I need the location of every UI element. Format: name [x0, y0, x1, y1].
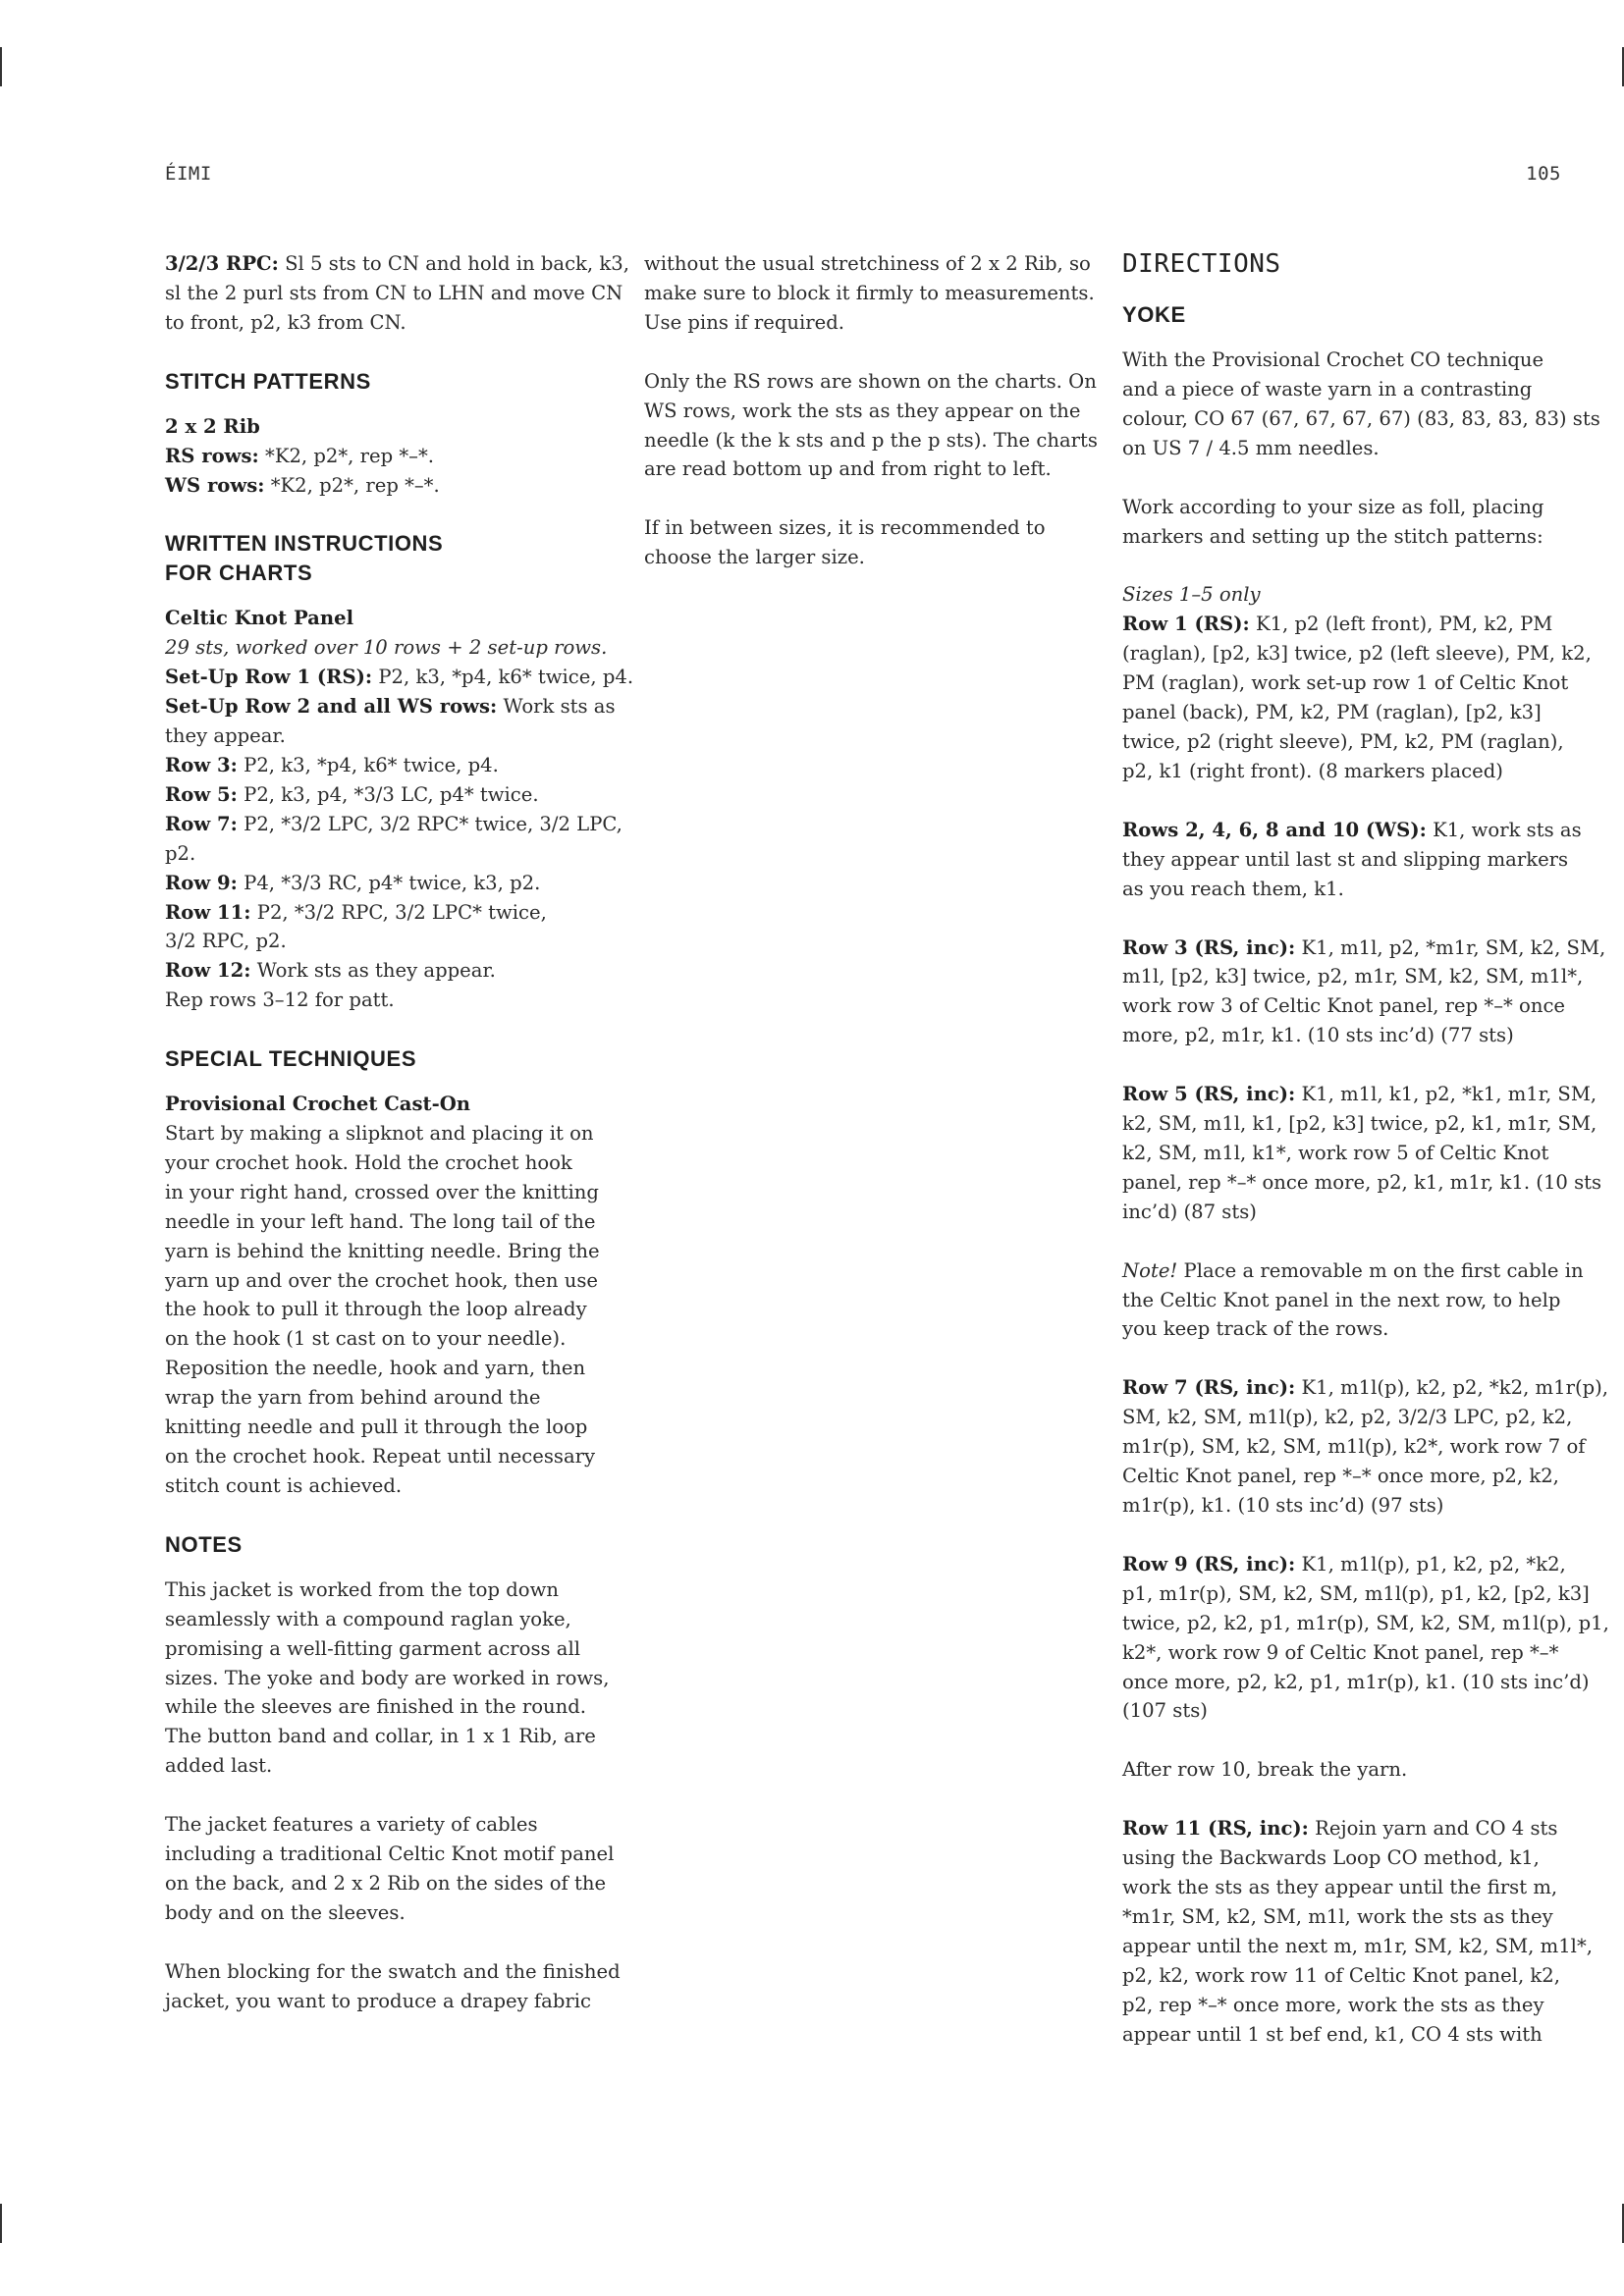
row-11: Row 11 (RS, inc): Rejoin yarn and CO 4 sts using the Backwards Loop CO method, k1, work the sts as they appear until the first m, *m1r, SM, k2, SM, m1l, work the sts as they appear until the next m, m1r, SM, k2, SM, m1l*, p2, k2, work row 11 of Celtic Knot panel, k2, p2, rep *–* once more, work the sts as they appear until 1 st bef end, k1, CO 4 sts with	[1122, 1817, 1593, 2046]
rpc-definition: 3/2/3 RPC: Sl 5 sts to CN and hold in back, k3, sl the 2 purl sts from CN to LHN and move CN to front, p2, k3 from CN.	[165, 252, 629, 334]
notes-paragraph-1: This jacket is worked from the top down seamlessly with a compound raglan yoke, promising a well-fitting garment across all sizes. The yoke and body are worked in rows, while the sleeves are finished in the round. The button band and collar, in 1 x 1 Rib, are added last.	[165, 1577, 610, 1778]
crop-mark-bottom-left	[0, 2204, 2, 2243]
special-techniques-heading: SPECIAL TECHNIQUES	[165, 1046, 417, 1072]
rib-pattern: 2 x 2 Rib RS rows: *K2, p2*, rep *–*. WS rows: *K2, p2*, rep *–*.	[165, 414, 440, 497]
rows-ws: Rows 2, 4, 6, 8 and 10 (WS): K1, work sts as they appear until last st and slipping markers as you reach them, k1.	[1122, 818, 1582, 900]
row-1: Sizes 1–5 only Row 1 (RS): K1, p2 (left front), PM, k2, PM (raglan), [p2, k3] twice, p2 (left sleeve), PM, k2, PM (raglan), work set-up row 1 of Celtic Knot panel (back), PM, k2, PM (raglan), [p2, k3] twice, p2 (right sleeve), PM, k2, PM (raglan), p2, k1 (right front). (8 markers placed)	[1122, 583, 1592, 782]
page-number: 105	[1526, 163, 1561, 185]
notes-paragraph-3: When blocking for the swatch and the finished jacket, you want to produce a drapey fabric	[165, 1959, 621, 2012]
running-head-brand: ÉIMI	[165, 163, 212, 185]
directions-heading: DIRECTIONS	[1122, 249, 1281, 279]
row-9: Row 9 (RS, inc): K1, m1l(p), p1, k2, p2, *k2, p1, m1r(p), SM, k2, SM, m1l(p), p1, k2, [p2, k3] twice, p2, k2, p1, m1r(p), SM, k2, SM, m1l(p), p1, k2*, work row 9 of Celtic Knot panel, rep *–* once more, p2, k2, p1, m1r(p), k1. (10 sts inc’d) (107 sts)	[1122, 1552, 1609, 1723]
blocking-paragraph: without the usual stretchiness of 2 x 2 Rib, so make sure to block it firmly to measurements. Use pins if required.	[644, 252, 1095, 334]
celtic-knot-panel: Celtic Knot Panel 29 sts, worked over 10 rows + 2 set-up rows. Set-Up Row 1 (RS): P2, k3, *p4, k6* twice, p4. Set-Up Row 2 and all WS rows: Work sts as they appear. Row 3: P2, k3, *p4, k6* twice, p4. Row 5: P2, k3, p4, *3/3 LC, p4* twice. Row 7: P2, *3/2 LPC, 3/2 RPC* twice, 3/2 LPC, p2. Row 9: P4, *3/3 RC, p4* twice, k3, p2. Row 11: P2, *3/2 RPC, 3/2 LPC* twice, 3/2 RPC, p2. Row 12: Work sts as they appear. Rep rows 3–12 for patt.	[165, 607, 634, 1012]
notes-heading: NOTES	[165, 1531, 243, 1557]
yoke-setup: Work according to your size as foll, placing markers and setting up the stitch patterns:	[1122, 495, 1544, 548]
crop-mark-top-left	[0, 47, 2, 86]
yoke-cast-on: With the Provisional Crochet CO technique and a piece of waste yarn in a contrasting colour, CO 67 (67, 67, 67, 67) (83, 83, 83, 83) sts on US 7 / 4.5 mm needles.	[1122, 348, 1600, 459]
after-row-10: After row 10, break the yarn.	[1122, 1758, 1408, 1782]
rpc-term: 3/2/3 RPC:	[165, 252, 279, 275]
column-left	[165, 249, 634, 2016]
charts-paragraph: Only the RS rows are shown on the charts. On WS rows, work the sts as they appear on the needle (k the k sts and p the p sts). The charts are read bottom up and from right to left.	[644, 369, 1098, 481]
sizes-label: Sizes 1–5 only	[1122, 583, 1261, 607]
note: Note! Place a removable m on the first cable in the Celtic Knot panel in the next row, to help you keep track of the rows.	[1122, 1258, 1584, 1341]
column-right	[1122, 249, 1609, 2050]
rib-title: 2 x 2 Rib	[165, 414, 260, 438]
yoke-heading: YOKE	[1122, 302, 1186, 327]
celtic-title: Celtic Knot Panel	[165, 607, 354, 630]
row-3: Row 3 (RS, inc): K1, m1l, p2, *m1r, SM, k2, SM, m1l, [p2, k3] twice, p2, m1r, SM, k2, SM, m1l*, work row 3 of Celtic Knot panel, rep *–* once more, p2, m1r, k1. (10 sts inc’d) (77 sts)	[1122, 935, 1606, 1047]
notes-paragraph-2: The jacket features a variety of cables including a traditional Celtic Knot motif panel on the back, and 2 x 2 Rib on the sides of the body and on the sleeves.	[165, 1813, 615, 1924]
stitch-patterns-heading: STITCH PATTERNS	[165, 368, 371, 394]
provisional-cast-on: Provisional Crochet Cast-On Start by making a slipknot and placing it on your crochet hook. Hold the crochet hook in your right hand, crossed over the knitting needle in your left hand. The long tail of the yarn is behind the knitting needle. Bring the yarn up and over the crochet hook, then use the hook to pull it through the loop already on the hook (1 st cast on to your needle). Reposition the needle, hook and yarn, then wrap the yarn from behind around the knitting needle and pull it through the loop on the crochet hook. Repeat until necessary stitch count is achieved.	[165, 1093, 600, 1497]
provisional-title: Provisional Crochet Cast-On	[165, 1093, 471, 1116]
column-middle	[644, 249, 1106, 572]
sizes-paragraph: If in between sizes, it is recommended to choose the larger size.	[644, 516, 1046, 569]
written-instructions-heading: WRITTEN INSTRUCTIONS FOR CHARTS	[165, 531, 444, 586]
row-5: Row 5 (RS, inc): K1, m1l, k1, p2, *k1, m1r, SM, k2, SM, m1l, k1, [p2, k3] twice, p2, k1, m1r, SM, k2, SM, m1l, k1*, work row 5 of Celtic Knot panel, rep *–* once more, p2, k1, m1r, k1. (10 sts inc’d) (87 sts)	[1122, 1083, 1602, 1223]
row-7: Row 7 (RS, inc): K1, m1l(p), k2, p2, *k2, m1r(p), SM, k2, SM, m1l(p), k2, p2, 3/2/3 LPC, p2, k2, m1r(p), SM, k2, SM, m1l(p), k2*, work row 7 of Celtic Knot panel, rep *–* once more, p2, k2, m1r(p), k1. (10 sts inc’d) (97 sts)	[1122, 1376, 1609, 1517]
